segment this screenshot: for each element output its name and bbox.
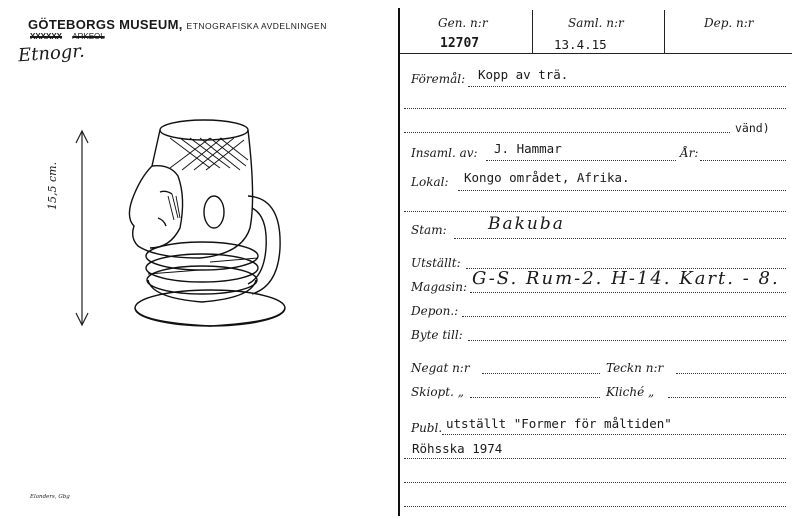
dotted-line xyxy=(470,292,786,293)
dotted-line xyxy=(404,132,730,133)
magasin-label: Magasin: xyxy=(411,280,468,294)
foremal-label: Föremål: xyxy=(411,72,466,86)
dotted-line xyxy=(468,340,786,341)
printer-mark: Elanders, Gbg xyxy=(30,494,70,500)
magasin-value: G-S. Rum-2. H-14. Kart. - 8. xyxy=(472,268,780,289)
stam-value: Bakuba xyxy=(488,214,565,234)
dotted-line xyxy=(676,373,786,374)
struck-text-2: ARKEOL xyxy=(72,32,105,41)
dep-label: Dep. n:r xyxy=(704,16,754,30)
teckn-label: Teckn n:r xyxy=(606,361,664,375)
publ-value-2: Röhsska 1974 xyxy=(412,441,503,456)
struck-out-departments xyxy=(30,32,105,41)
dotted-line xyxy=(442,434,786,435)
insaml-value: J. Hammar xyxy=(494,141,562,156)
dotted-line xyxy=(700,160,786,161)
department-name: ETNOGRAFISKA AVDELNINGEN xyxy=(186,21,327,31)
struck-text-1: XXXXXX xyxy=(30,32,63,41)
publ-value: utställt "Former för måltiden" xyxy=(446,416,672,431)
cup-illustration xyxy=(60,108,310,338)
utstallt-label: Utställt: xyxy=(411,256,461,270)
stam-label: Stam: xyxy=(411,223,447,237)
insaml-label: Insaml. av: xyxy=(411,146,478,160)
card-divider xyxy=(398,8,400,516)
dotted-line xyxy=(404,482,786,483)
dotted-line xyxy=(482,373,600,374)
kliche-label: Kliché „ xyxy=(606,385,655,399)
header-divider-1 xyxy=(532,10,533,53)
museum-header xyxy=(28,17,327,32)
dotted-line xyxy=(404,458,786,459)
lokal-label: Lokal: xyxy=(411,175,449,189)
publ-label: Publ. xyxy=(411,421,443,435)
depon-label: Depon.: xyxy=(411,304,459,318)
saml-label: Saml. n:r xyxy=(568,16,624,30)
dotted-line xyxy=(470,397,600,398)
vand-note: vänd) xyxy=(735,121,770,135)
dotted-line xyxy=(462,316,786,317)
dotted-line xyxy=(404,506,786,507)
gen-value: 12707 xyxy=(440,36,480,51)
dotted-line xyxy=(458,190,786,191)
dotted-line xyxy=(486,160,676,161)
header-divider-2 xyxy=(664,10,665,53)
museum-name: GÖTEBORGS MUSEUM, xyxy=(28,17,183,32)
gen-label: Gen. n:r xyxy=(438,16,488,30)
byte-label: Byte till: xyxy=(411,328,463,342)
dotted-line xyxy=(404,211,786,212)
dotted-line xyxy=(668,397,786,398)
foremal-value: Kopp av trä. xyxy=(478,67,569,82)
measurement-label: 15,5 cm. xyxy=(46,161,59,210)
dotted-line xyxy=(404,108,786,109)
saml-value: 13.4.15 xyxy=(554,37,607,52)
ar-label: År: xyxy=(680,146,699,160)
lokal-value: Kongo området, Afrika. xyxy=(464,170,630,185)
skiopt-label: Skiopt. „ xyxy=(411,385,464,399)
dotted-line xyxy=(468,86,786,87)
negat-label: Negat n:r xyxy=(411,361,470,375)
handwritten-category: Etnogr. xyxy=(17,40,86,67)
dotted-line xyxy=(454,238,786,239)
header-rule xyxy=(400,53,792,54)
